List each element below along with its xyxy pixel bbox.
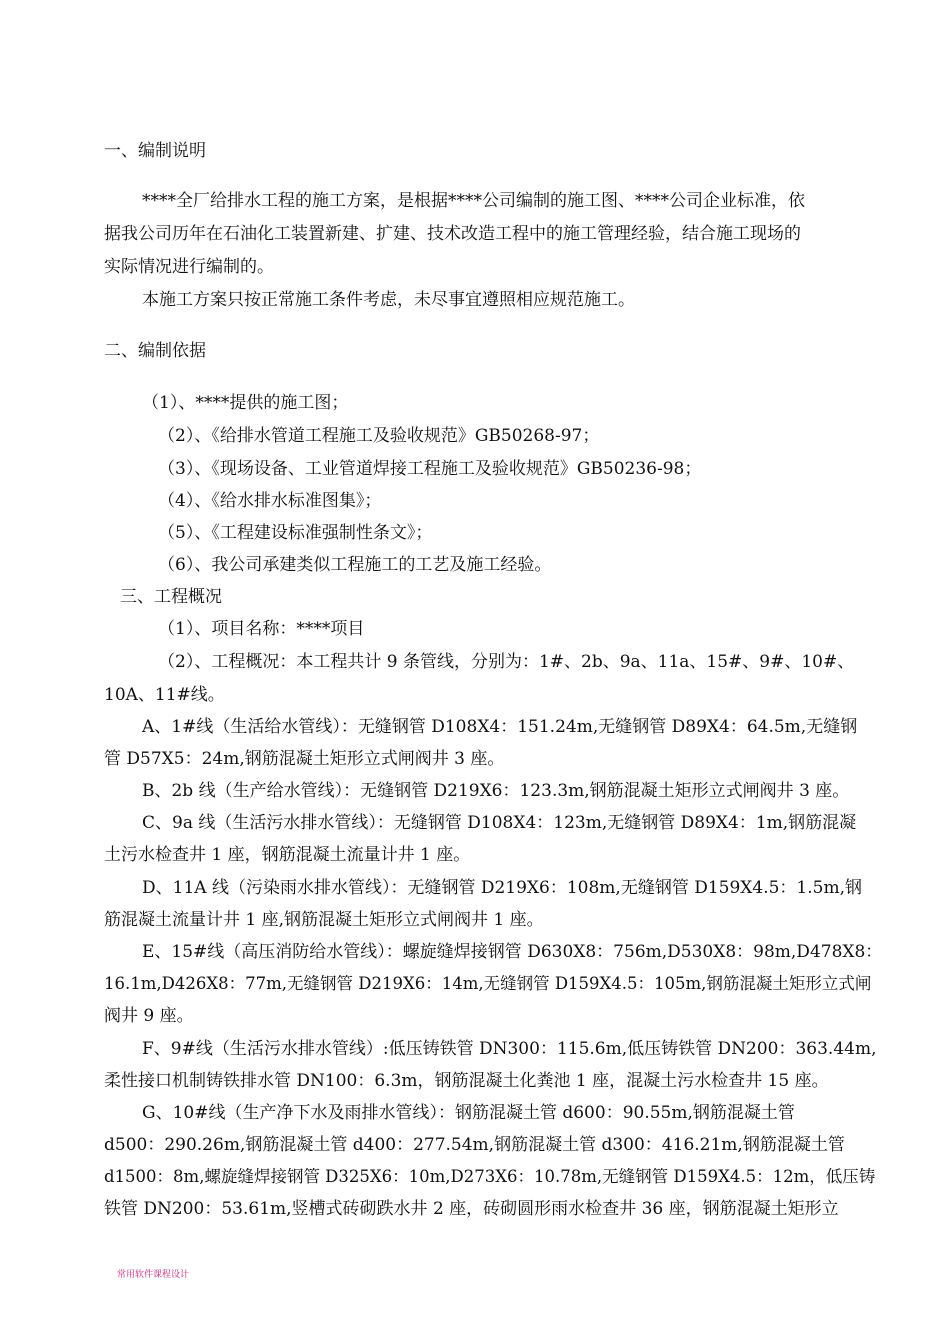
pipeline-g-line-1: G、10#线（生产净下水及雨排水管线）：钢筋混凝土管 d600：90.55m,钢筋混凝土管 (142, 1103, 795, 1123)
section-2-heading: 二、编制依据 (104, 341, 206, 361)
pipeline-c-line-1: C、9a 线（生活污水排水管线）：无缝钢管 D108X4：123m,无缝钢管 D89X4：1m,钢筋混凝 (142, 813, 857, 833)
pipeline-a-line-1: A、1#线（生活给水管线）：无缝钢管 D108X4：151.24m,无缝钢管 D89X4：64.5m,无缝钢 (142, 717, 858, 737)
pipeline-f-line-1: F、9#线（生活污水排水管线）:低压铸铁管 DN300：115.6m,低压铸铁管 DN200：363.44m, (142, 1039, 877, 1059)
pipeline-d-line-1: D、11A 线（污染雨水排水管线）：无缝钢管 D219X6：108m,无缝钢管 D159X4.5：1.5m,钢 (142, 878, 862, 898)
section-1-heading: 一、编制说明 (104, 141, 206, 161)
pipeline-a-line-2: 管 D57X5：24m,钢筋混凝土矩形立式闸阀井 3 座。 (104, 749, 505, 769)
section-3-heading: 三、工程概况 (120, 587, 222, 607)
pipeline-b-line-1: B、2b 线（生产给水管线）：无缝钢管 D219X6：123.3m,钢筋混凝土矩形立式闸阀井 3 座。 (142, 781, 850, 801)
pipeline-g-line-4: 铁管 DN200：53.61m,竖槽式砖砌跌水井 2 座，砖砌圆形雨水检查井 36 座，钢筋混凝土矩形立 (104, 1199, 839, 1219)
pipeline-g-line-2: d500：290.26m,钢筋混凝土管 d400：277.54m,钢筋混凝土管 d300：416.21m,钢筋混凝土管 (104, 1135, 845, 1155)
pipeline-e-line-1: E、15#线（高压消防给水管线）：螺旋缝焊接钢管 D630X8：756m,D530X8：98m,D478X8： (142, 942, 883, 962)
pipeline-c-line-2: 土污水检查井 1 座，钢筋混凝土流量计井 1 座。 (104, 845, 471, 865)
basis-item-3: （3）、《现场设备、工业管道焊接工程施工及验收规范》GB50236-98； (158, 459, 702, 479)
overview-item-2-line-1: （2）、工程概况：本工程共计 9 条管线，分别为：1#、2b、9a、11a、15#、9#、10#、 (158, 652, 855, 672)
overview-item-1: （1）、项目名称：****项目 (158, 619, 365, 639)
section-1-para-2: 本施工方案只按正常施工条件考虑，未尽事宜遵照相应规范施工。 (142, 290, 635, 310)
page-footer: 常用软件课程设计 (117, 1270, 190, 1280)
basis-item-5: （5）、《工程建设标准强制性条文》； (158, 523, 433, 543)
pipeline-d-line-2: 筋混凝土流量计井 1 座,钢筋混凝土矩形立式闸阀井 1 座。 (104, 910, 544, 930)
overview-item-2-line-2: 10A、11#线。 (104, 685, 225, 705)
section-1-para-1-line-2: 据我公司历年在石油化工装置新建、扩建、技术改造工程中的施工管理经验，结合施工现场的 (104, 224, 801, 244)
pipeline-e-line-3: 阀井 9 座。 (104, 1006, 194, 1026)
section-1-para-1-line-3: 实际情况进行编制的。 (104, 257, 274, 277)
basis-item-4: （4）、《给水排水标准图集》； (158, 491, 382, 511)
basis-item-2: （2）、《给排水管道工程施工及验收规范》GB50268-97； (158, 426, 600, 446)
basis-item-1: （1）、****提供的施工图； (142, 393, 349, 413)
pipeline-f-line-2: 柔性接口机制铸铁排水管 DN100：6.3m，钢筋混凝土化粪池 1 座，混凝土污水检查井 15 座。 (104, 1071, 829, 1091)
pipeline-g-line-3: d1500：8m,螺旋缝焊接钢管 D325X6：10m,D273X6：10.78m,无缝钢管 D159X4.5：12m，低压铸 (104, 1167, 876, 1186)
pipeline-e-line-2: 16.1m,D426X8：77m,无缝钢管 D219X6：14m,无缝钢管 D159X4.5：105m,钢筋混凝土矩形立式闸 (104, 974, 872, 993)
section-1-para-1-line-1: ****全厂给排水工程的施工方案，是根据****公司编制的施工图、****公司企业标准，依 (142, 191, 805, 211)
basis-item-6: （6）、我公司承建类似工程施工的工艺及施工经验。 (158, 555, 552, 575)
